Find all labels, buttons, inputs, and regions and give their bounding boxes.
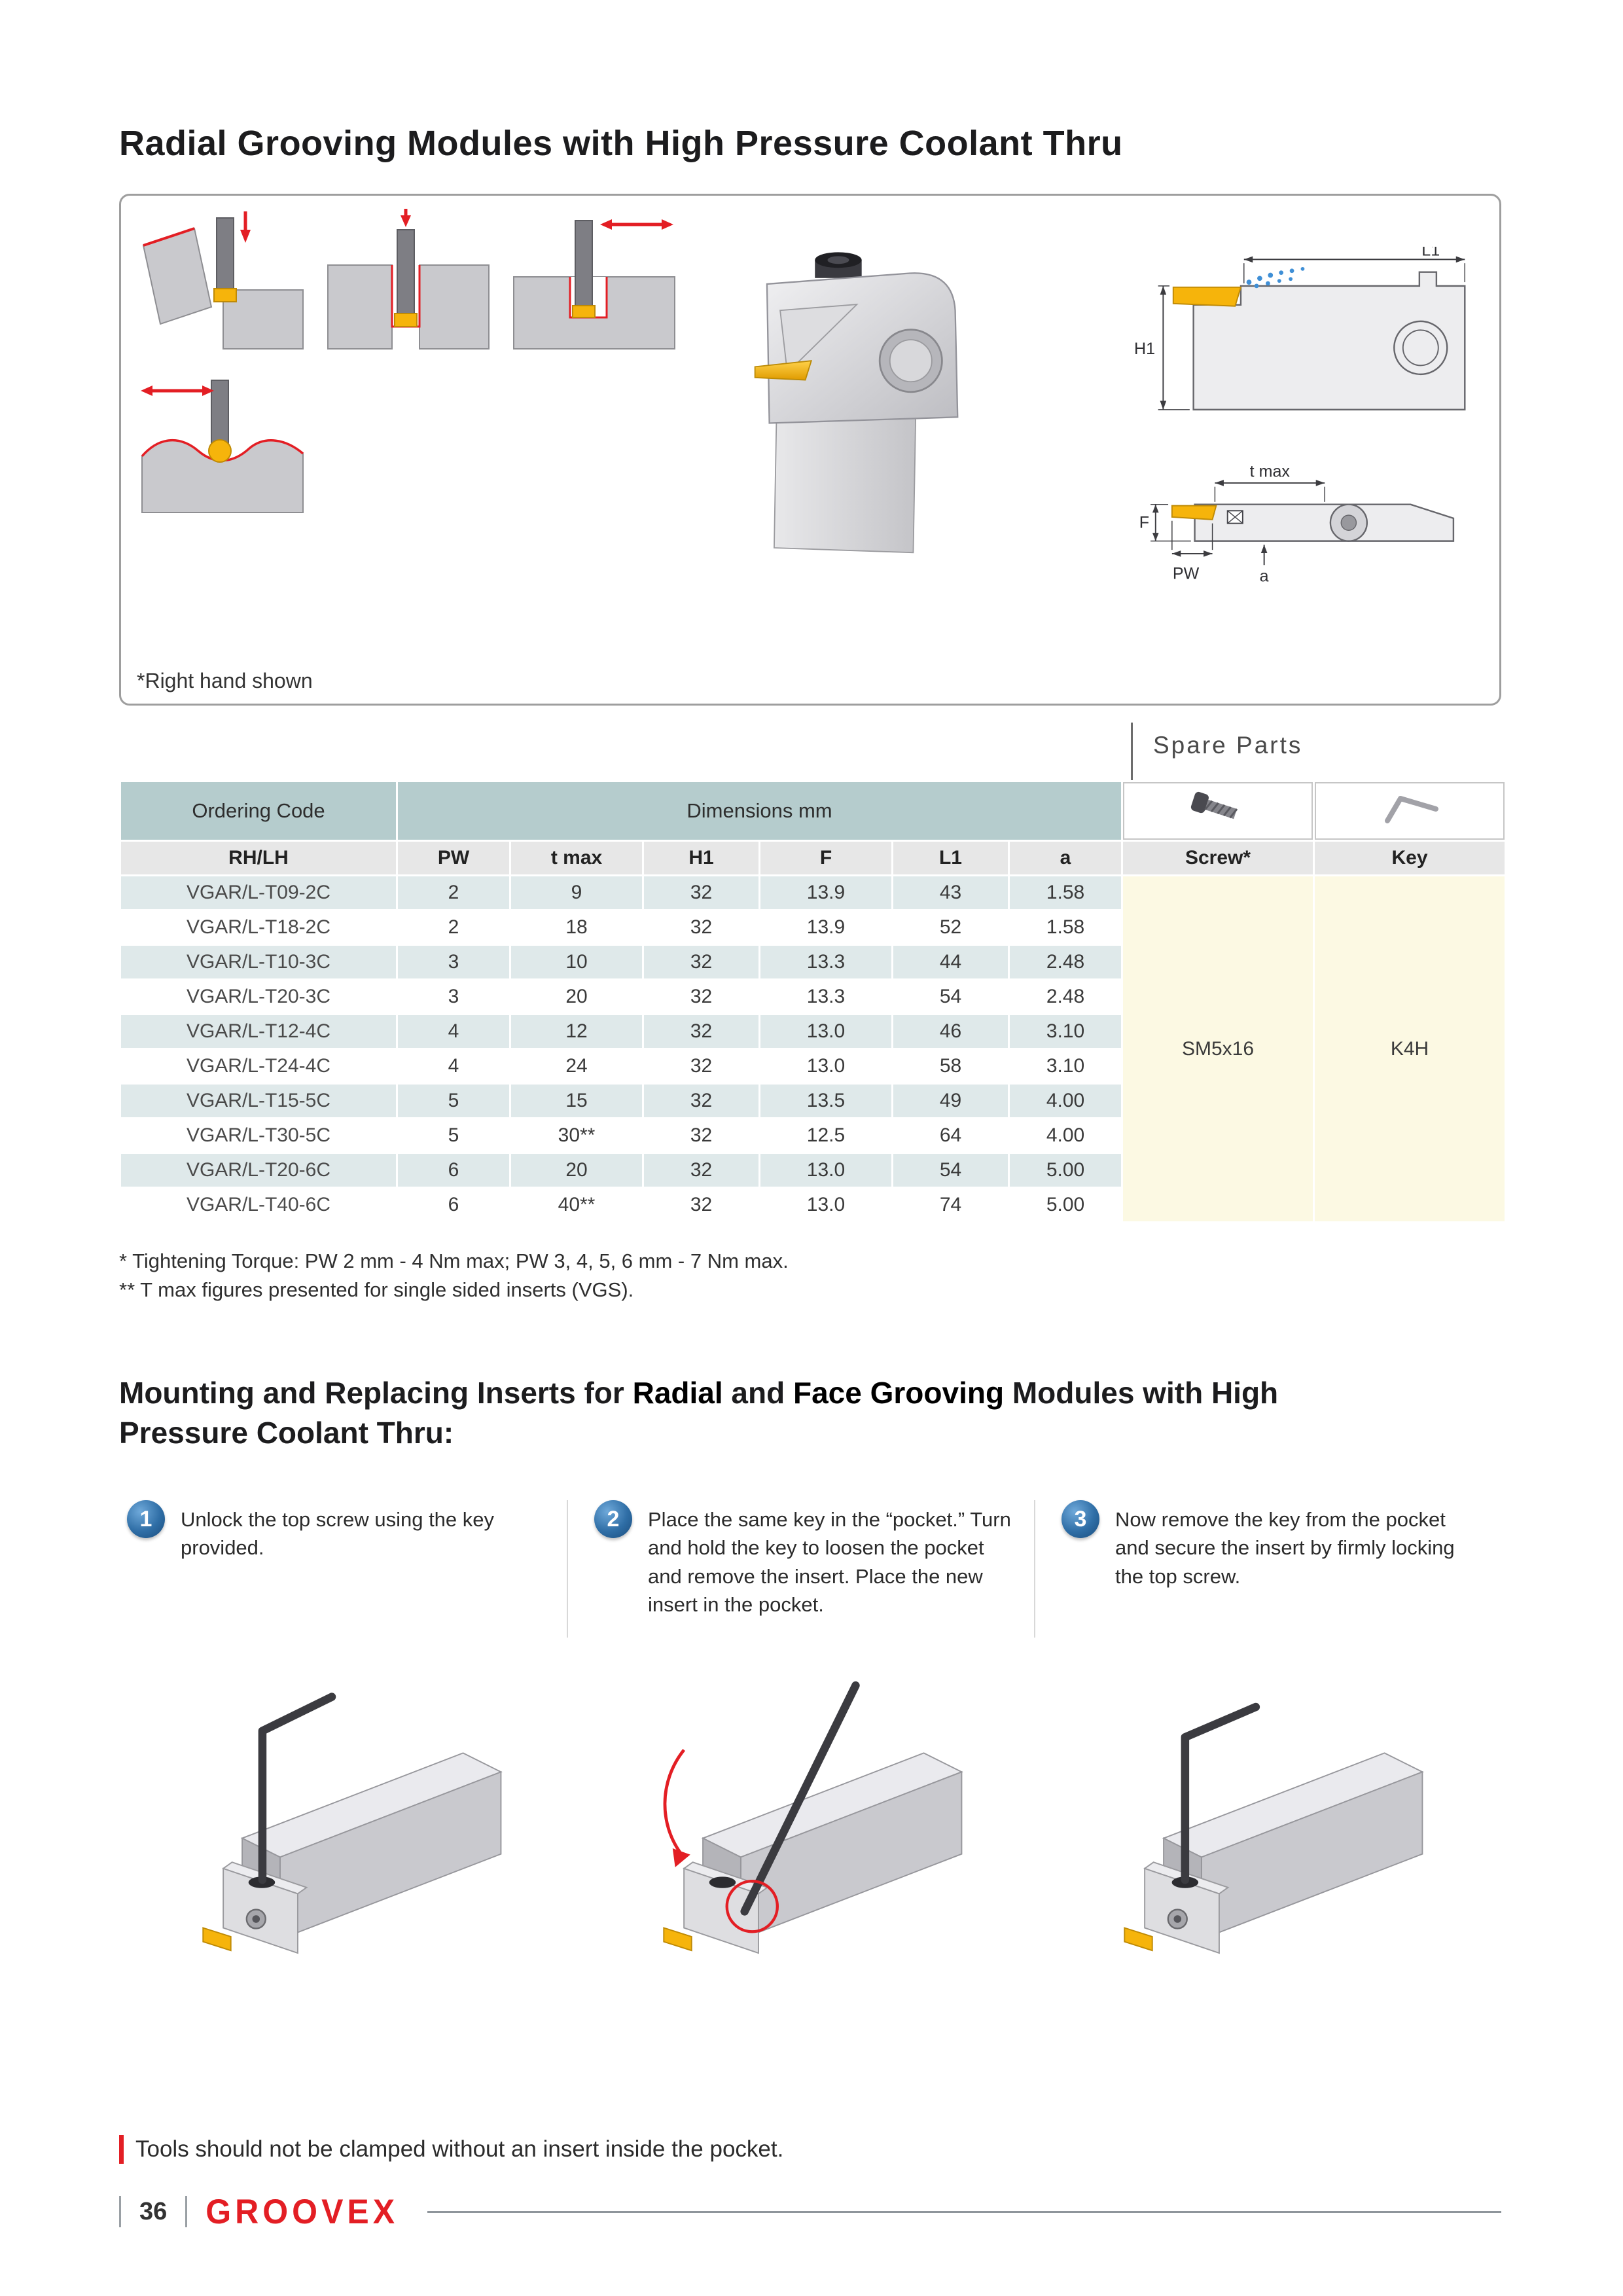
cell-code: VGAR/L-T20-6C [121, 1154, 396, 1187]
heading-seg: Pressure Coolant Thru: [119, 1415, 454, 1450]
page-number: 36 [139, 2197, 168, 2225]
spare-parts-label: Spare Parts [1153, 732, 1303, 759]
cell-h1: 32 [644, 1050, 758, 1083]
cell-a: 4.00 [1010, 1119, 1121, 1152]
pictogram-deep-grooving [320, 207, 497, 365]
cell-tmax: 30** [511, 1119, 642, 1152]
cell-a: 5.00 [1010, 1154, 1121, 1187]
cell-f: 13.3 [760, 980, 891, 1013]
cell-h1: 32 [644, 1189, 758, 1221]
cell-l1: 43 [893, 876, 1008, 909]
cell-h1: 32 [644, 1015, 758, 1048]
cell-tmax: 20 [511, 980, 642, 1013]
cell-a: 4.00 [1010, 1085, 1121, 1117]
cell-code: VGAR/L-T30-5C [121, 1119, 396, 1152]
cell-pw: 3 [398, 946, 509, 978]
dim-label-l1: L1 [1421, 247, 1440, 260]
dimension-drawing-blade [1134, 457, 1488, 597]
cell-code: VGAR/L-T40-6C [121, 1189, 396, 1221]
col-h1: H1 [644, 842, 758, 874]
step-3-text: Now remove the key from the pocket and secure the insert by firmly locking the top screw. [1115, 1508, 1455, 1588]
right-hand-note: *Right hand shown [137, 669, 313, 692]
warning-accent-bar [119, 2135, 124, 2164]
col-rhlh: RH/LH [121, 842, 396, 874]
col-screw: Screw* [1123, 842, 1313, 874]
cell-code: VGAR/L-T09-2C [121, 876, 396, 909]
step-2 [567, 1500, 1034, 1638]
cell-code: VGAR/L-T18-2C [121, 911, 396, 944]
col-a: a [1010, 842, 1121, 874]
dimension-drawing-side [1134, 247, 1488, 430]
dimensions-header: Dimensions mm [398, 782, 1121, 840]
dim-label-tmax: t max [1249, 462, 1290, 481]
cell-l1: 54 [893, 980, 1008, 1013]
figure-step-3 [1041, 1636, 1501, 1990]
warning-text: Tools should not be clamped without an insert inside the pocket. [135, 2136, 784, 2162]
dim-label-f: F [1139, 513, 1150, 532]
col-f: F [760, 842, 891, 874]
cell-f: 13.9 [760, 911, 891, 944]
step-1-text: Unlock the top screw using the key provided. [181, 1508, 495, 1560]
cell-pw: 3 [398, 980, 509, 1013]
cell-tmax: 15 [511, 1085, 642, 1117]
cell-f: 13.3 [760, 946, 891, 978]
hex-key-icon [1377, 788, 1442, 829]
cell-h1: 32 [644, 1119, 758, 1152]
cell-l1: 54 [893, 1154, 1008, 1187]
dim-label-pw: PW [1172, 564, 1200, 583]
table-row [121, 876, 1505, 909]
spare-parts-divider [1131, 723, 1133, 780]
cell-pw: 4 [398, 1050, 509, 1083]
group-header-row [121, 782, 1505, 840]
footnote-tmax: ** T max figures presented for single sided inserts (VGS). [119, 1278, 634, 1302]
figure-step-1 [119, 1636, 580, 1990]
footer-rule [427, 2211, 1501, 2213]
footnotes [119, 1247, 789, 1304]
screw-part-number: SM5x16 [1123, 876, 1313, 1221]
cell-h1: 32 [644, 911, 758, 944]
pictogram-slot-sideways [506, 207, 683, 365]
cell-tmax: 10 [511, 946, 642, 978]
col-key: Key [1315, 842, 1505, 874]
module-3d-render [730, 234, 1018, 573]
cell-code: VGAR/L-T20-3C [121, 980, 396, 1013]
heading-seg: Mounting and Replacing Inserts for [119, 1376, 633, 1410]
cell-h1: 32 [644, 946, 758, 978]
hero-illustration-panel [119, 194, 1501, 706]
cell-f: 13.9 [760, 876, 891, 909]
footer-divider [185, 2196, 187, 2227]
cell-pw: 6 [398, 1154, 509, 1187]
cell-f: 13.5 [760, 1085, 891, 1117]
cell-h1: 32 [644, 1154, 758, 1187]
heading-seg: and [722, 1376, 793, 1410]
step-2-text: Place the same key in the “pocket.” Turn and hold the key to loosen the pocket and remove the insert. Place the new insert in the pocket. [648, 1508, 1011, 1617]
cell-h1: 32 [644, 1085, 758, 1117]
cell-a: 1.58 [1010, 911, 1121, 944]
cell-a: 3.10 [1010, 1050, 1121, 1083]
figure-step-2 [580, 1636, 1041, 1990]
cell-h1: 32 [644, 876, 758, 909]
cell-h1: 32 [644, 980, 758, 1013]
cell-tmax: 9 [511, 876, 642, 909]
heading-seg-radial: Radial [632, 1376, 723, 1410]
cell-f: 12.5 [760, 1119, 891, 1152]
specs-table [119, 780, 1501, 1223]
heading-seg-face-grooving: Face Grooving [793, 1376, 1005, 1410]
cell-a: 2.48 [1010, 946, 1121, 978]
cell-tmax: 12 [511, 1015, 642, 1048]
col-l1: L1 [893, 842, 1008, 874]
cell-tmax: 18 [511, 911, 642, 944]
step-3-badge: 3 [1061, 1500, 1099, 1538]
screw-icon [1186, 788, 1249, 829]
cell-a: 1.58 [1010, 876, 1121, 909]
key-part-number: K4H [1315, 876, 1505, 1221]
key-icon-cell [1315, 782, 1505, 840]
footnote-torque: * Tightening Torque: PW 2 mm - 4 Nm max; PW 3, 4, 5, 6 mm - 7 Nm max. [119, 1249, 789, 1272]
cell-pw: 4 [398, 1015, 509, 1048]
column-header-row [121, 842, 1505, 874]
cell-pw: 6 [398, 1189, 509, 1221]
cell-l1: 46 [893, 1015, 1008, 1048]
cell-l1: 44 [893, 946, 1008, 978]
mounting-steps [119, 1500, 1501, 1638]
mounting-heading [119, 1373, 1461, 1452]
cell-l1: 49 [893, 1085, 1008, 1117]
cell-pw: 2 [398, 911, 509, 944]
cell-code: VGAR/L-T24-4C [121, 1050, 396, 1083]
step-3 [1034, 1500, 1501, 1638]
step-2-badge: 2 [594, 1500, 632, 1538]
cell-f: 13.0 [760, 1015, 891, 1048]
pictogram-profiling [134, 371, 311, 528]
screw-icon-cell [1123, 782, 1313, 840]
page-footer [119, 2193, 1501, 2231]
cell-f: 13.0 [760, 1189, 891, 1221]
cell-l1: 58 [893, 1050, 1008, 1083]
cell-l1: 64 [893, 1119, 1008, 1152]
warning-note [119, 2135, 783, 2164]
step-1-badge: 1 [127, 1500, 165, 1538]
ordering-code-header: Ordering Code [121, 782, 396, 840]
cell-a: 2.48 [1010, 980, 1121, 1013]
dim-label-a: a [1259, 567, 1269, 586]
cell-code: VGAR/L-T12-4C [121, 1015, 396, 1048]
mounting-figures [119, 1636, 1501, 1990]
cell-f: 13.0 [760, 1050, 891, 1083]
cell-l1: 52 [893, 911, 1008, 944]
dim-label-h1: H1 [1134, 340, 1156, 359]
heading-seg: Modules with High [1004, 1376, 1279, 1410]
cell-a: 3.10 [1010, 1015, 1121, 1048]
cell-l1: 74 [893, 1189, 1008, 1221]
cell-code: VGAR/L-T15-5C [121, 1085, 396, 1117]
col-pw: PW [398, 842, 509, 874]
pictogram-angled-parting [134, 207, 311, 365]
step-1 [119, 1500, 567, 1638]
groovex-logo: GROOVEX [205, 2192, 399, 2231]
page-title: Radial Grooving Modules with High Pressure Coolant Thru [119, 124, 1123, 163]
cell-pw: 2 [398, 876, 509, 909]
cell-a: 5.00 [1010, 1189, 1121, 1221]
cell-pw: 5 [398, 1085, 509, 1117]
cell-code: VGAR/L-T10-3C [121, 946, 396, 978]
col-tmax: t max [511, 842, 642, 874]
cell-tmax: 20 [511, 1154, 642, 1187]
footer-divider [119, 2196, 121, 2227]
cell-pw: 5 [398, 1119, 509, 1152]
cell-tmax: 40** [511, 1189, 642, 1221]
cell-tmax: 24 [511, 1050, 642, 1083]
cell-f: 13.0 [760, 1154, 891, 1187]
